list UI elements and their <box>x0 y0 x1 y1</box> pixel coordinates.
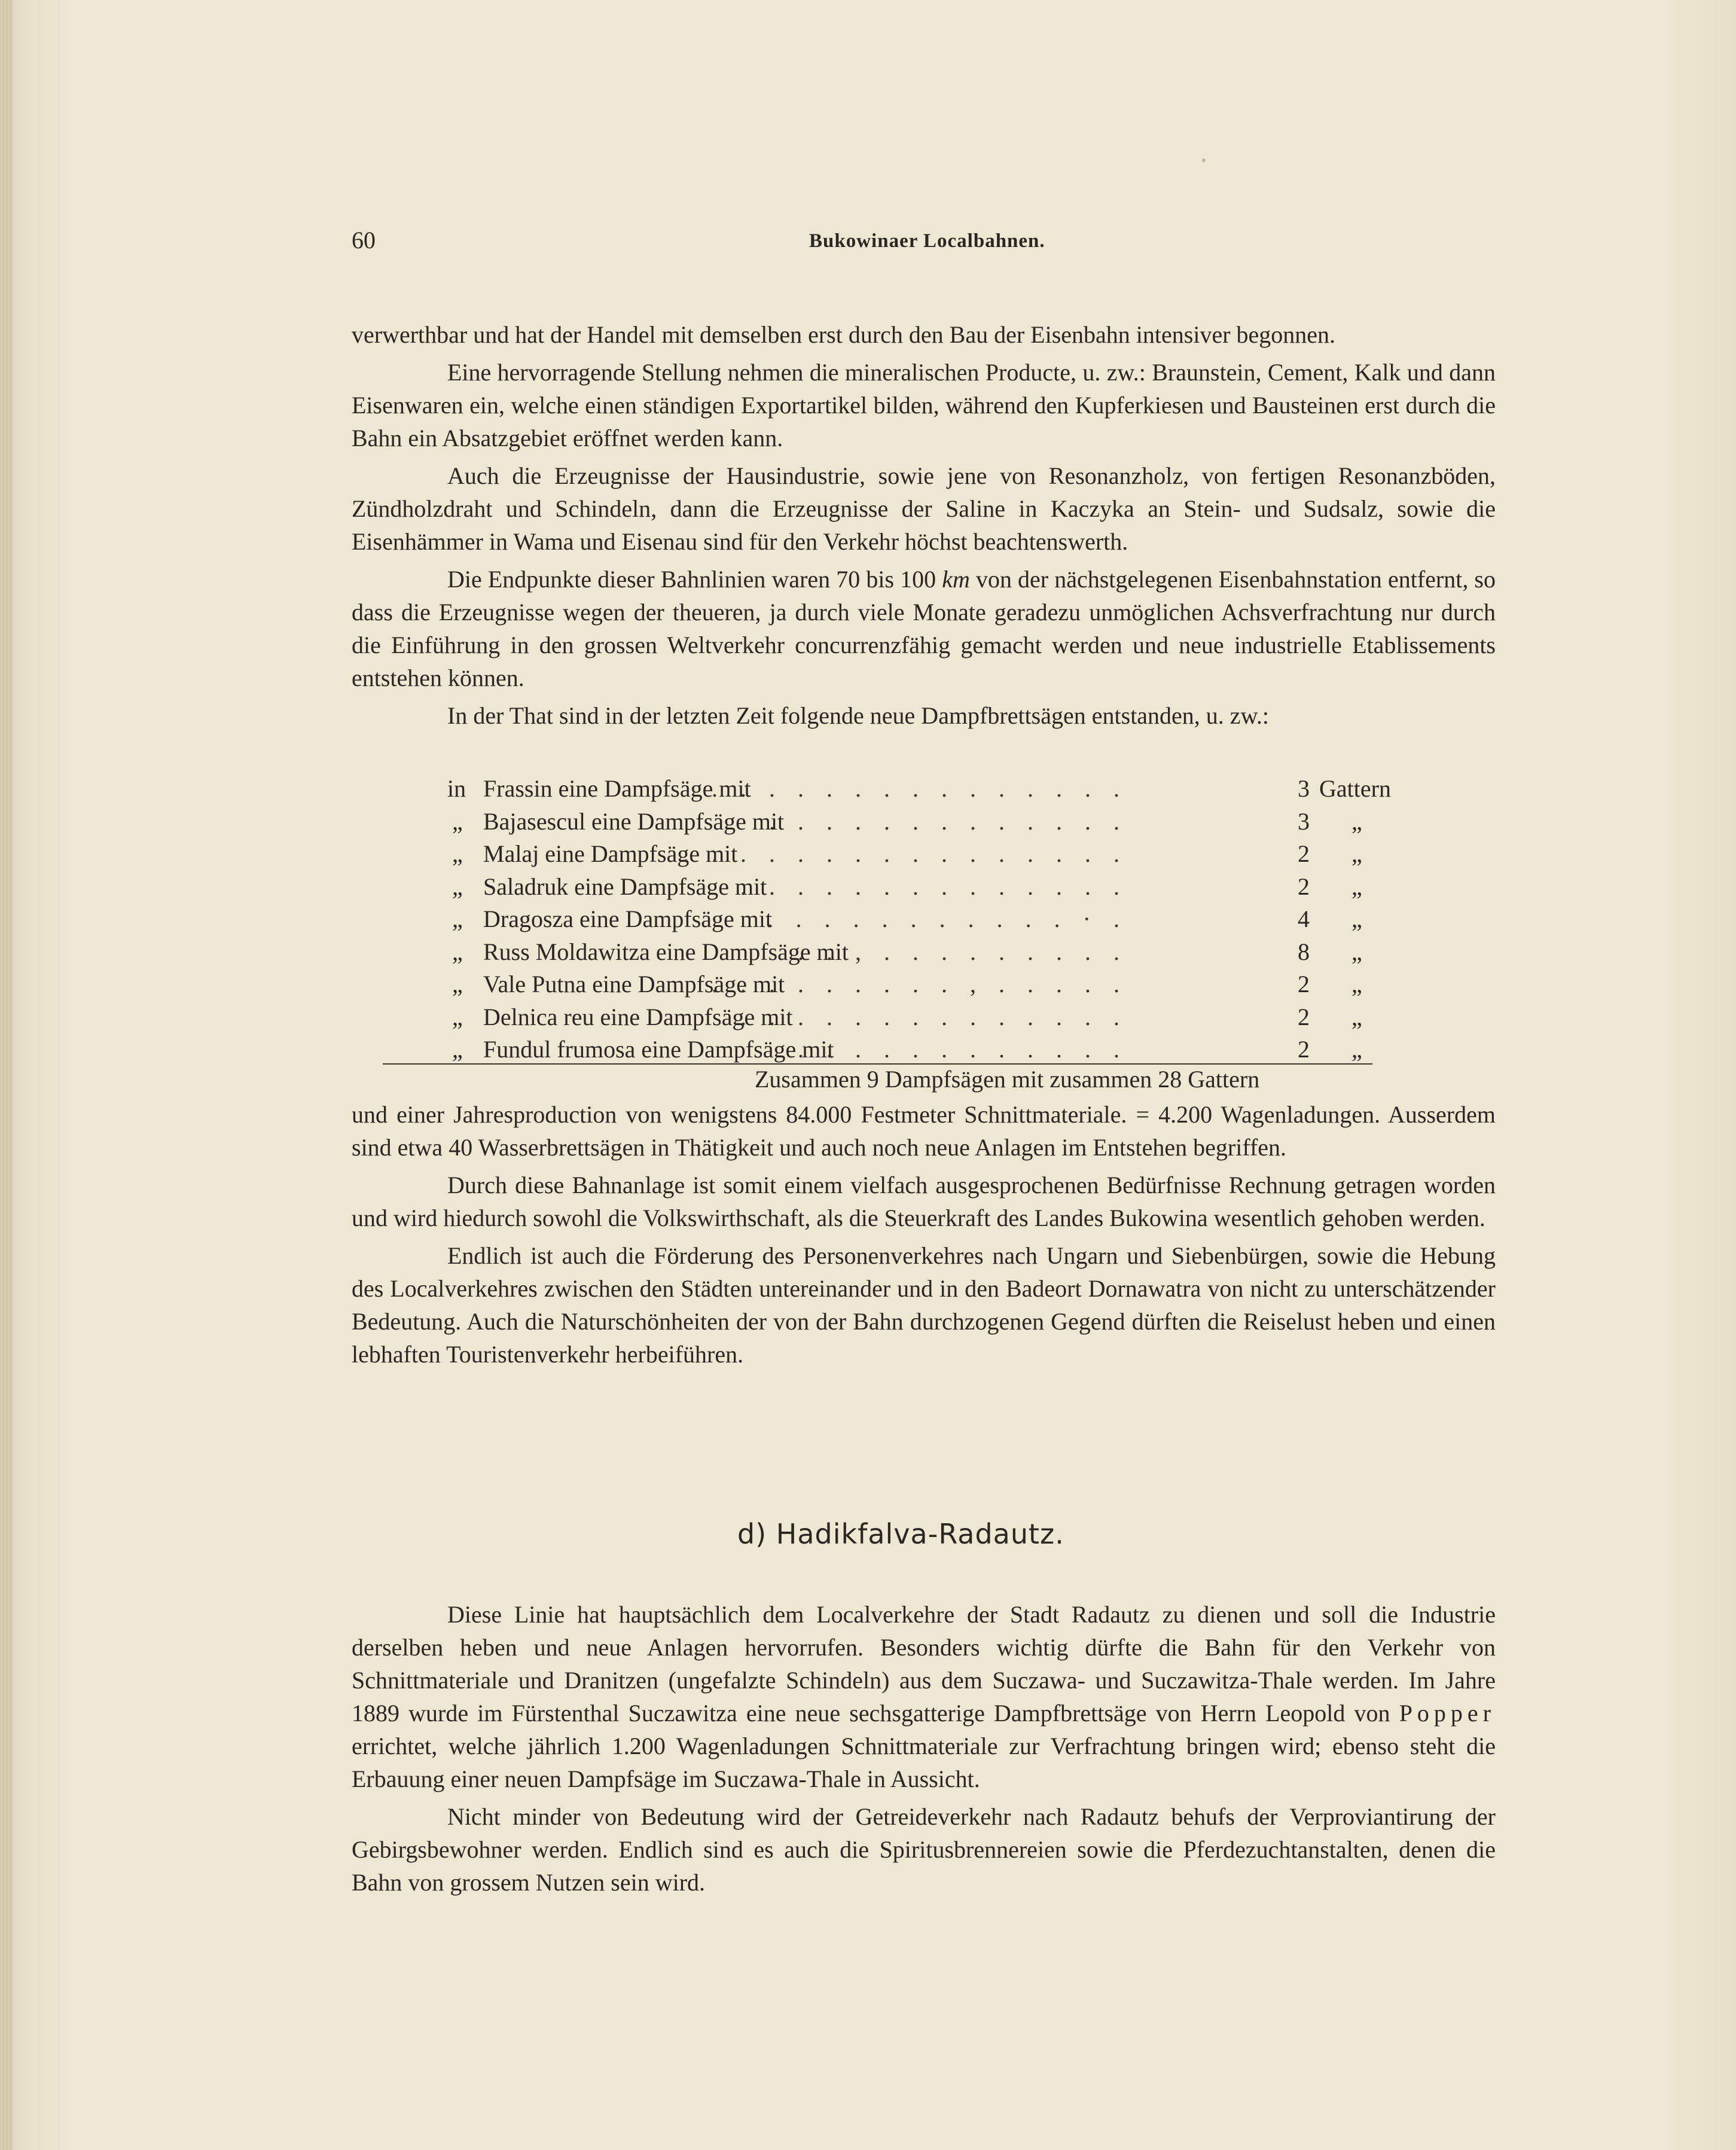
paragraph: Eine hervorragende Stellung nehmen die mineralischen Producte, u. zw.: Braunstein, Cement, Kalk und dann Eisenwaren ein, welche einen ständigen Exportartikel bilden, während den Kupferkiesen und Bausteinen erst durch die Bahn ein Absatzgebiet eröffnet werden kann. <box>352 359 1496 452</box>
list-item <box>447 936 1404 969</box>
ditto-mark: „ <box>1351 873 1362 900</box>
paragraph-text: von der nächstgelegenen Eisenbahnstation entfernt, so dass die Erzeugnisse wegen der theueren, ja durch viele Monate geradezu unmöglichen Achsverfrachtung nur durch die Einführung in den grossen Weltverkehr concurrenzfähig gemacht werden und neue industrielle Etablissements entstehen können. <box>352 566 1496 691</box>
list-prefix: in <box>447 775 466 802</box>
paragraph-text: errichtet, welche jährlich 1.200 Wagenladungen Schnittmateriale zur Verfrachtung bringen wird; ebenso steht die Erbauung einer neuen Dampfsäge im Suczawa-Thale in Aussicht. <box>352 1733 1496 1792</box>
paragraph-text: Die Endpunkte dieser Bahnlinien waren 70 bis 100 <box>447 566 936 593</box>
list-item <box>447 871 1404 904</box>
gate-count: 2 <box>1298 840 1310 867</box>
ditto-mark: „ <box>1351 971 1362 998</box>
text-block-2 <box>352 1098 1496 1376</box>
ditto-mark: „ <box>452 807 463 835</box>
paper-speck <box>1202 158 1206 162</box>
paragraph: und einer Jahresproduction von wenigstens 84.000 Festmeter Schnittmateriale. = 4.200 Wagenladungen. Ausserdem sind etwa 40 Wasserbrettsägen in Thätigkeit und auch noch neue Anlagen im Entstehen begriffen. <box>352 1101 1496 1161</box>
text-block-3 <box>352 1598 1496 1904</box>
list-label: Saladruk eine Dampfsäge mit <box>483 873 767 900</box>
list-item <box>447 903 1404 936</box>
unit-label: Gattern <box>1319 775 1391 802</box>
leader-dots: . . . . . . . . . . . . <box>798 1036 1128 1063</box>
list-label: Fundul frumosa eine Dampfsäge mit <box>483 1036 834 1063</box>
ditto-mark: „ <box>1351 1036 1362 1063</box>
ditto-mark: „ <box>452 971 463 998</box>
paragraph: Nicht minder von Bedeutung wird der Getreideverkehr nach Radautz behufs der Verproviantirung der Gebirgsbewohner werden. Endlich sind es auch die Spiritusbrennereien sowie die Pferdezuchtanstalten, denen die Bahn von grossem Nutzen sein wird. <box>352 1803 1496 1896</box>
ditto-mark: „ <box>452 1003 463 1030</box>
page-header <box>352 226 1368 256</box>
list-label: Malaj eine Dampfsäge mit <box>483 840 738 867</box>
list-item <box>447 1001 1404 1034</box>
gate-count: 2 <box>1298 1003 1310 1030</box>
gate-count: 2 <box>1298 971 1310 998</box>
leader-dots: . . . . . . . . . . . . . <box>769 807 1128 835</box>
total-line: Zusammen 9 Dampfsägen mit zusammen 28 Gattern <box>755 1066 1260 1093</box>
list-label: Frassin eine Dampfsäge mit <box>483 775 751 802</box>
paragraph <box>352 1598 1496 1795</box>
list-label: Bajasescul eine Dampfsäge mit <box>483 807 785 835</box>
paragraph-text: Diese Linie hat hauptsächlich dem Localverkehre der Stadt Radautz zu dienen und soll die Industrie derselben heben und neue Anlagen hervorrufen. Besonders wichtig dürfte die Bahn für den Verkehr von Schnittmateriale und Dranitzen (ungefalzte Schindeln) aus dem Suczawa- und Suczawitza-Thale werden. Im Jahre 1889 wurde im Fürstenthal Suczawitza eine neue sechsgatterige Dampfbrettsäge von Herrn Leopold von <box>352 1601 1496 1727</box>
ditto-mark: „ <box>1351 840 1362 867</box>
running-head: Bukowinaer Localbahnen. <box>809 230 1045 252</box>
ditto-mark: „ <box>1351 807 1362 835</box>
section-heading: d) Hadikfalva-Radautz. <box>737 1518 1064 1550</box>
list-item <box>447 838 1404 871</box>
binding-edge <box>0 0 13 2150</box>
ditto-mark: „ <box>452 840 463 867</box>
text-block-1 <box>352 318 1496 737</box>
leader-dots: . . . . . . . . . . . . . . <box>740 1003 1128 1030</box>
leader-dots: . . , . . . . . . . . . <box>798 938 1128 965</box>
gate-count: 3 <box>1298 807 1310 835</box>
list-item <box>447 1033 1404 1066</box>
gate-count: 8 <box>1298 938 1310 965</box>
ditto-mark: „ <box>452 905 463 932</box>
paragraph: verwerthbar und hat der Handel mit demselben erst durch den Bau der Eisenbahn intensiver begonnen. <box>352 321 1336 348</box>
leader-dots: . . . . . . . . . . . . . . <box>740 873 1128 900</box>
paragraph: Endlich ist auch die Förderung des Personenverkehres nach Ungarn und Siebenbürgen, sowie die Hebung des Localverkehres zwischen den Städten untereinander und in den Badeort Dornawatra von nicht zu unterschätzender Bedeutung. Auch die Naturschönheiten der von der Bahn durchzogenen Gegend dürften die Reiselust heben und einen lebhaften Touristenverkehr herbeiführen. <box>352 1242 1496 1368</box>
paragraph: Auch die Erzeugnisse der Hausindustrie, sowie jene von Resonanzholz, von fertigen Resonanzböden, Zündholzdraht und Schindeln, dann die Erzeugnisse der Saline in Kaczyka an Stein- und Sudsalz, sowie die Eisenhämmer in Wama und Eisenau sind für den Verkehr höchst beachtenswerth. <box>352 462 1496 555</box>
ditto-mark: „ <box>452 938 463 965</box>
leader-dots: . . . . . . . . . . . . . . . <box>712 775 1128 802</box>
paragraph: Durch diese Bahnanlage ist somit einem vielfach ausgesprochenen Bedürfnisse Rechnung getragen worden und wird hiedurch sowohl die Volkswirthschaft, als die Steuerkraft des Landes Bukowina wesentlich gehoben werden. <box>352 1172 1496 1231</box>
unit-km: km <box>942 566 970 593</box>
person-name: Popper <box>1399 1700 1496 1727</box>
leader-dots: . . . . . . . . . . . . . . . . <box>683 840 1128 867</box>
paragraph <box>352 563 1496 694</box>
leader-dots: . . . . . . . . . . . · . <box>767 905 1128 932</box>
sawmill-list <box>447 773 1404 1066</box>
list-label: Vale Putna eine Dampfsäge mit <box>483 971 785 998</box>
gate-count: 2 <box>1298 1036 1310 1063</box>
gate-count: 3 <box>1298 775 1310 802</box>
list-label: Dragosza eine Dampfsäge mit <box>483 905 773 932</box>
ditto-mark: „ <box>1351 905 1362 932</box>
gate-count: 4 <box>1298 905 1310 932</box>
leader-dots: . . . . . . . . . , . . . . . <box>712 971 1128 998</box>
list-label: Russ Moldawitza eine Dampfsäge mit <box>483 938 849 965</box>
ditto-mark: „ <box>452 1036 463 1063</box>
ditto-mark: „ <box>1351 1003 1362 1030</box>
list-item <box>447 968 1404 1001</box>
list-label: Delnica reu eine Dampfsäge mit <box>483 1003 793 1030</box>
list-item <box>447 806 1404 838</box>
page-number: 60 <box>352 227 376 254</box>
ditto-mark: „ <box>452 873 463 900</box>
ditto-mark: „ <box>1351 938 1362 965</box>
list-item <box>447 773 1404 806</box>
paragraph: In der That sind in der letzten Zeit folgende neue Dampfbrettsägen entstanden, u. zw.: <box>447 702 1269 729</box>
gate-count: 2 <box>1298 873 1310 900</box>
